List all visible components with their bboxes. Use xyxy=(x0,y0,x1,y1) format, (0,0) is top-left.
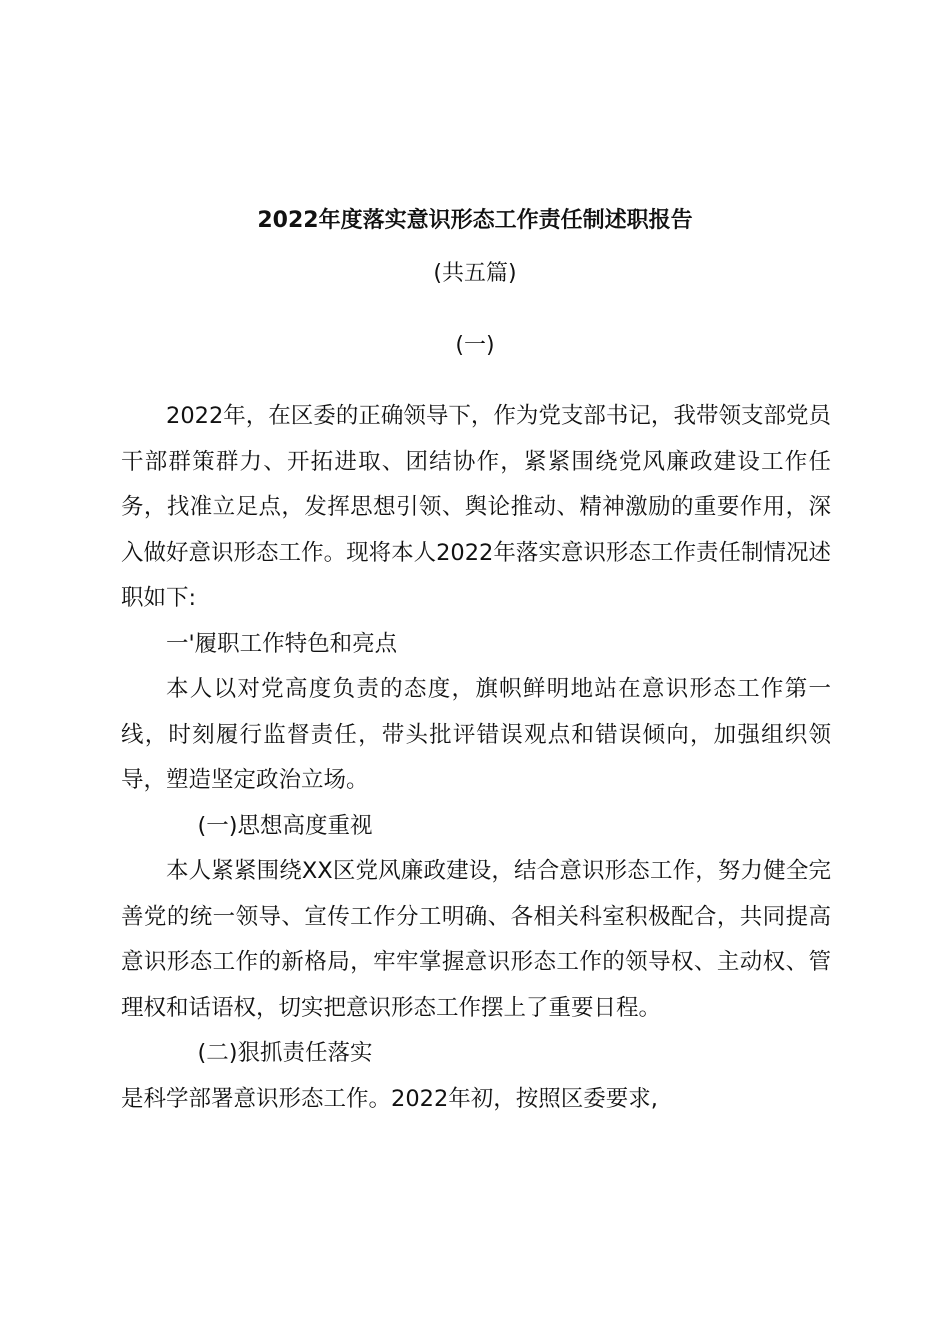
document-subtitle: (共五篇) xyxy=(433,261,517,286)
document-body xyxy=(121,394,831,1122)
section-1-paragraph: 本人以对党高度负责的态度，旗帜鲜明地站在意识形态工作第一线，时刻履行监督责任，带头批评错误观点和错误倾向，加强组织领导，塑造坚定政治立场。 xyxy=(121,676,831,793)
subsection-2-paragraph: 是科学部署意识形态工作。2022年初，按照区委要求, xyxy=(121,1085,658,1112)
part-label: (一) xyxy=(455,333,495,358)
subsection-heading-2: (二)狠抓责任落实 xyxy=(197,1040,373,1066)
intro-paragraph: 2022年，在区委的正确领导下，作为党支部书记，我带领支部党员干部群策群力、开拓进取、团结协作，紧紧围绕党风廉政建设工作任务，找准立足点，发挥思想引领、舆论推动、精神激励的重要作用，深入做好意识形态工作。现将本人2022年落实意识形态工作责任制情况述职如下: xyxy=(121,403,831,611)
document-title: 2022年度落实意识形态工作责任制述职报告 xyxy=(257,208,693,233)
subsection-heading-1: (一)思想高度重视 xyxy=(197,812,373,839)
subsection-1-paragraph: 本人紧紧围绕XX区党风廉政建设，结合意识形态工作，努力健全完善党的统一领导、宣传工作分工明确、各相关科室积极配合，共同提高意识形态工作的新格局，牢牢掌握意识形态工作的领导权、主动权、管理权和话语权，切实把意识形态工作摆上了重要日程。 xyxy=(121,858,831,1021)
section-heading-1: 一'履职工作特色和亮点 xyxy=(166,630,398,657)
